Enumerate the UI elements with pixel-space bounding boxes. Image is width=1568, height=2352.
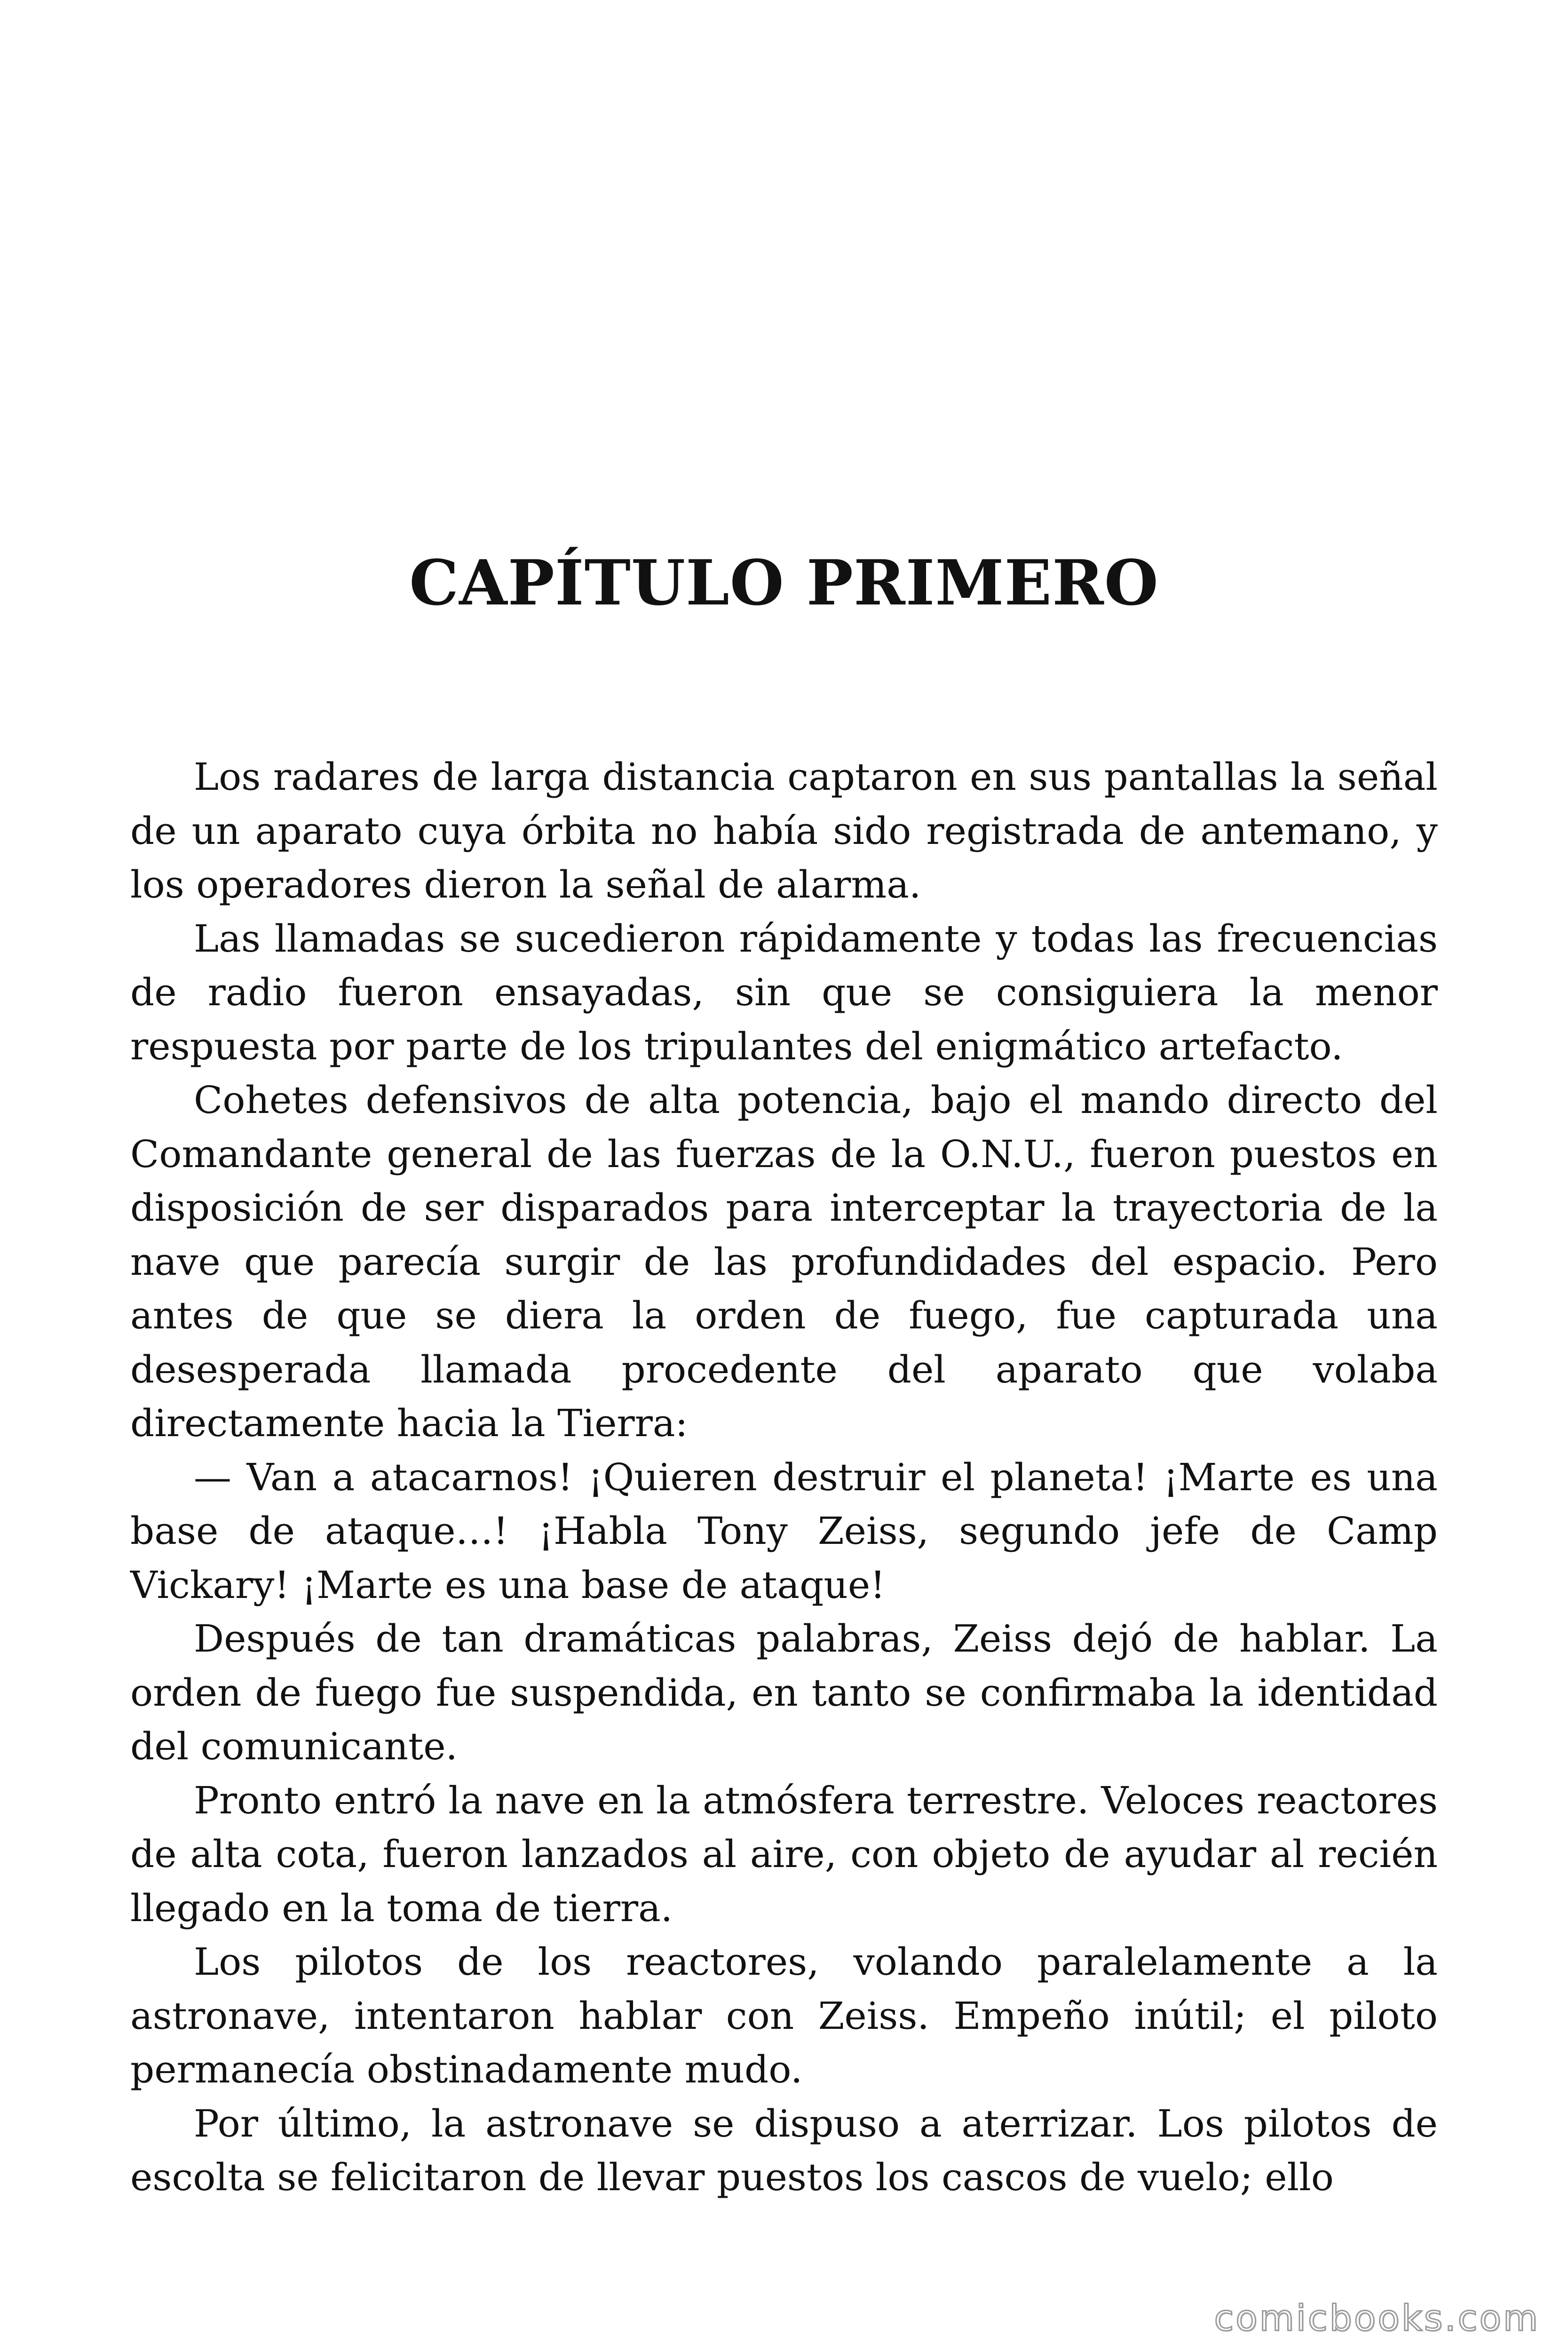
watermark: comicbooks.com	[1214, 2297, 1540, 2339]
paragraph: Después de tan dramáticas palabras, Zeiss dejó de hablar. La orden de fuego fue suspendida, en tanto se confirmaba la identidad del comunicante.	[130, 1617, 1438, 1768]
chapter-body	[130, 750, 1438, 2205]
paragraph: Los radares de larga distancia captaron en sus pantallas la señal de un aparato cuya órbita no había sido registrada de antemano, y los operadores dieron la señal de alarma.	[130, 755, 1438, 906]
paragraph: Los pilotos de los reactores, volando paralelamente a la astronave, intentaron hablar con Zeiss. Empeño inútil; el piloto permanecía obstinadamente mudo.	[130, 1940, 1438, 2091]
chapter-title: CAPÍTULO PRIMERO	[409, 547, 1159, 620]
paragraph: — Van a atacarnos! ¡Quieren destruir el planeta! ¡Marte es una base de ataque…! ¡Habla Tony Zeiss, segundo jefe de Camp Vickary! ¡Marte es una base de ataque!	[130, 1455, 1438, 1607]
paragraph: Cohetes defensivos de alta potencia, bajo el mando directo del Comandante general de las fuerzas de la O.N.U., fueron puestos en disposición de ser disparados para interceptar la trayectoria de la nave que parecía surgir de las profundidades del espacio. Pero antes de que se diera la orden de fuego, fue capturada una desesperada llamada procedente del aparato que volaba directamente hacia la Tierra:	[130, 1078, 1438, 1445]
paragraph: Pronto entró la nave en la atmósfera terrestre. Veloces reactores de alta cota, fueron lanzados al aire, con objeto de ayudar al recién llegado en la toma de tierra.	[130, 1778, 1438, 1930]
paragraph: Las llamadas se sucedieron rápidamente y todas las frecuencias de radio fueron ensayadas, sin que se consiguiera la menor respuesta por parte de los tripulantes del enigmático artefacto.	[130, 916, 1438, 1068]
paragraph: Por último, la astronave se dispuso a aterrizar. Los pilotos de escolta se felicitaron de llevar puestos los cascos de vuelo; ello	[130, 2101, 1438, 2199]
